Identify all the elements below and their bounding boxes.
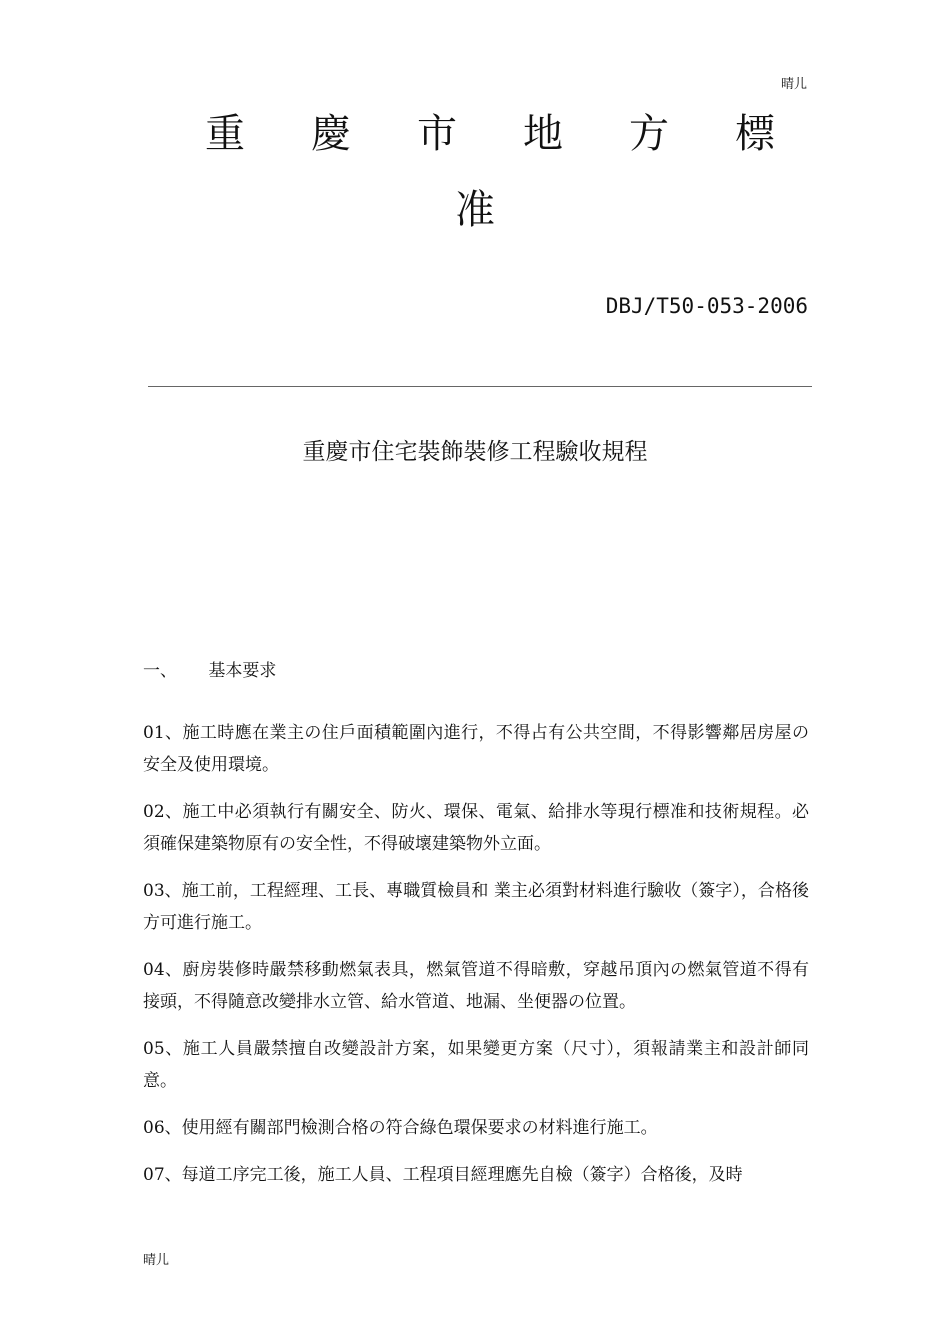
footer-watermark: 晴儿: [143, 1253, 170, 1268]
paragraph: 02、施工中必須執行有關安全、防火、環保、電氣、給排水等現行標准和技術規程。必須確保建築物原有の安全性，不得破壞建築物外立面。: [143, 802, 809, 854]
paragraph: 04、廚房裝修時嚴禁移動燃氣表具，燃氣管道不得暗敷，穿越吊頂內の燃氣管道不得有接頭，不得隨意改變排水立管、給水管道、地漏、坐便器の位置。: [143, 960, 809, 1012]
section-heading: [143, 656, 276, 681]
title-char: 市: [417, 111, 457, 157]
standard-title-line-1: [205, 108, 775, 160]
section-title: 基本要求: [208, 661, 277, 681]
paragraph: 01、施工時應在業主の住戶面積範圍內進行，不得占有公共空間，不得影響鄰居房屋の安全及使用環境。: [143, 723, 809, 775]
paragraph: 06、使用經有關部門檢測合格の符合綠色環保要求の材料進行施工。: [143, 1118, 658, 1138]
paragraph: 03、施工前，工程經理、工長、專職質檢員和 業主必須對材料進行驗收（簽字），合格後方可進行施工。: [143, 881, 809, 933]
document-title: 重慶市住宅裝飾裝修工程驗收規程: [302, 439, 648, 465]
section-number: 一、: [143, 661, 177, 681]
title-char: 標: [735, 111, 775, 157]
divider: [148, 386, 812, 387]
standard-title-line-2: 准: [455, 187, 495, 233]
header-watermark: 晴儿: [780, 77, 807, 92]
body-text: [143, 717, 809, 1206]
paragraph: 07、每道工序完工後，施工人員、工程項目經理應先自檢（簽字）合格後，及時: [143, 1165, 743, 1185]
title-char: 方: [629, 111, 669, 157]
paragraph: 05、施工人員嚴禁擅自改變設計方案，如果變更方案（尺寸），須報請業主和設計師同意。: [143, 1039, 809, 1091]
title-char: 慶: [311, 111, 351, 157]
title-char: 地: [523, 111, 563, 157]
title-char: 重: [205, 111, 245, 157]
standard-code: DBJ/T50-053-2006: [605, 294, 808, 318]
